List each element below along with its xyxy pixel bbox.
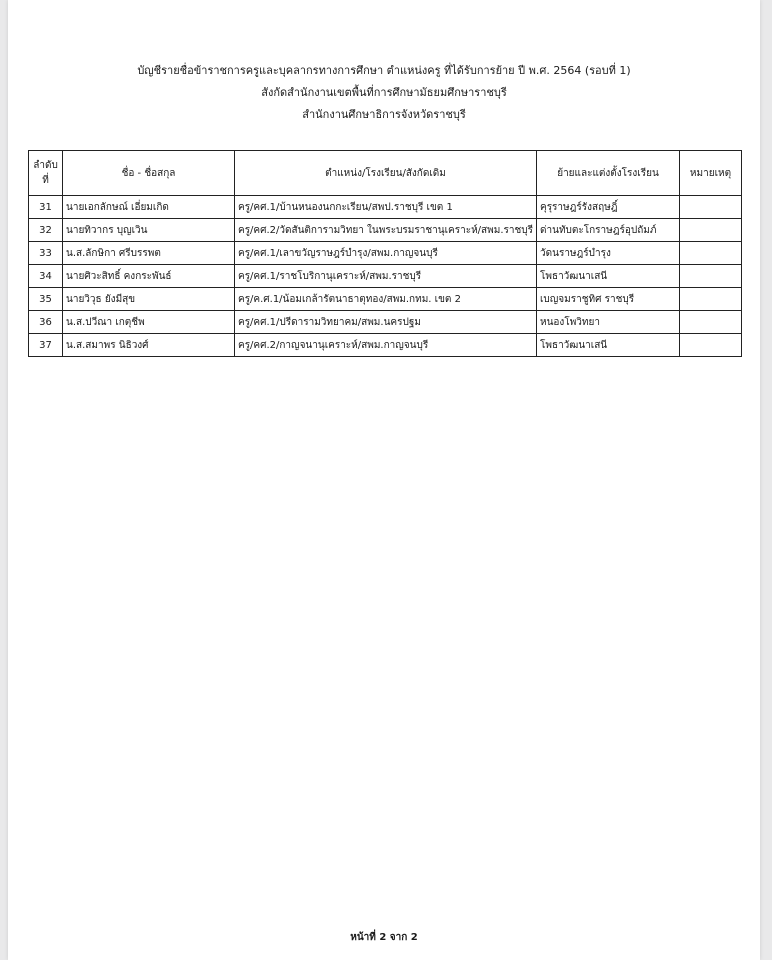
table-row xyxy=(29,311,742,334)
cell-name: น.ส.ลักษิกา ศรีบรรพต xyxy=(63,242,235,265)
cell-note xyxy=(680,196,742,219)
cell-note xyxy=(680,288,742,311)
cell-no: 32 xyxy=(29,219,63,242)
document-title: บัญชีรายชื่อข้าราชการครูและบุคลากรทางการศึกษา ตำแหน่งครู ที่ได้รับการย้าย ปี พ.ศ. 2564 (รอบที่ 1) xyxy=(137,64,631,77)
cell-new-school: โพธาวัฒนาเสนี xyxy=(537,265,680,288)
cell-name: น.ส.ปวีณา เกตุชีพ xyxy=(63,311,235,334)
cell-position: ครู/ค.ศ.1/น้อมเกล้ารัตนาธาตุทอง/สพม.กทม. เขต 2 xyxy=(235,288,537,311)
cell-new-school: คุรุราษฎร์รังสฤษฎิ์ xyxy=(537,196,680,219)
table-row xyxy=(29,334,742,357)
table-body xyxy=(29,196,742,357)
cell-new-school: หนองโพวิทยา xyxy=(537,311,680,334)
cell-note xyxy=(680,334,742,357)
cell-name: น.ส.สมาพร นิธิวงศ์ xyxy=(63,334,235,357)
header-position: ตำแหน่ง/โรงเรียน/สังกัดเดิม xyxy=(235,151,537,196)
table-row xyxy=(29,265,742,288)
header-no-line1: ลำดับ xyxy=(33,160,58,171)
cell-no: 36 xyxy=(29,311,63,334)
table-row xyxy=(29,219,742,242)
header-name: ชื่อ - ชื่อสกุล xyxy=(63,151,235,196)
cell-name: นายทิวากร บุญเวิน xyxy=(63,219,235,242)
cell-new-school: เบญจมราชูทิศ ราชบุรี xyxy=(537,288,680,311)
header-no xyxy=(29,151,63,196)
document-heading xyxy=(8,60,760,126)
header-no-line2: ที่ xyxy=(42,175,49,186)
document-subtitle-affiliation: สังกัดสำนักงานเขตพื้นที่การศึกษามัธยมศึกษาราชบุรี xyxy=(261,86,507,99)
cell-no: 33 xyxy=(29,242,63,265)
cell-note xyxy=(680,242,742,265)
header-new-school: ย้ายและแต่งตั้งโรงเรียน xyxy=(537,151,680,196)
cell-new-school: โพธาวัฒนาเสนี xyxy=(537,334,680,357)
cell-note xyxy=(680,311,742,334)
cell-note xyxy=(680,219,742,242)
cell-new-school: ด่านทับตะโกราษฎร์อุปถัมภ์ xyxy=(537,219,680,242)
table-row xyxy=(29,288,742,311)
cell-position: ครู/คศ.1/ปรีดารามวิทยาคม/สพม.นครปฐม xyxy=(235,311,537,334)
cell-no: 34 xyxy=(29,265,63,288)
cell-note xyxy=(680,265,742,288)
cell-position: ครู/คศ.1/เลาขวัญราษฎร์บำรุง/สพม.กาญจนบุรี xyxy=(235,242,537,265)
transfer-list-table xyxy=(28,150,742,357)
header-note: หมายเหตุ xyxy=(680,151,742,196)
cell-position: ครู/คศ.2/กาญจนานุเคราะห์/สพม.กาญจนบุรี xyxy=(235,334,537,357)
table-header-row xyxy=(29,151,742,196)
cell-name: นายวิวุธ ยังมีสุข xyxy=(63,288,235,311)
document-subtitle-office: สำนักงานศึกษาธิการจังหวัดราชบุรี xyxy=(302,108,466,121)
table-row xyxy=(29,196,742,219)
table-row xyxy=(29,242,742,265)
cell-no: 35 xyxy=(29,288,63,311)
cell-no: 37 xyxy=(29,334,63,357)
page-number: หน้าที่ 2 จาก 2 xyxy=(350,932,418,943)
cell-position: ครู/คศ.2/วัดสันติการามวิทยา ในพระบรมราชานุเคราะห์/สพม.ราชบุรี xyxy=(235,219,537,242)
document-page xyxy=(8,0,760,960)
cell-no: 31 xyxy=(29,196,63,219)
cell-position: ครู/คศ.1/ราชโบริกานุเคราะห์/สพม.ราชบุรี xyxy=(235,265,537,288)
cell-new-school: วัดนราษฎร์บำรุง xyxy=(537,242,680,265)
cell-position: ครู/คศ.1/บ้านหนองนกกะเรียน/สพป.ราชบุรี เขต 1 xyxy=(235,196,537,219)
cell-name: นายศิวะสิทธิ์ คงกระพันธ์ xyxy=(63,265,235,288)
cell-name: นายเอกลักษณ์ เอี่ยมเกิด xyxy=(63,196,235,219)
